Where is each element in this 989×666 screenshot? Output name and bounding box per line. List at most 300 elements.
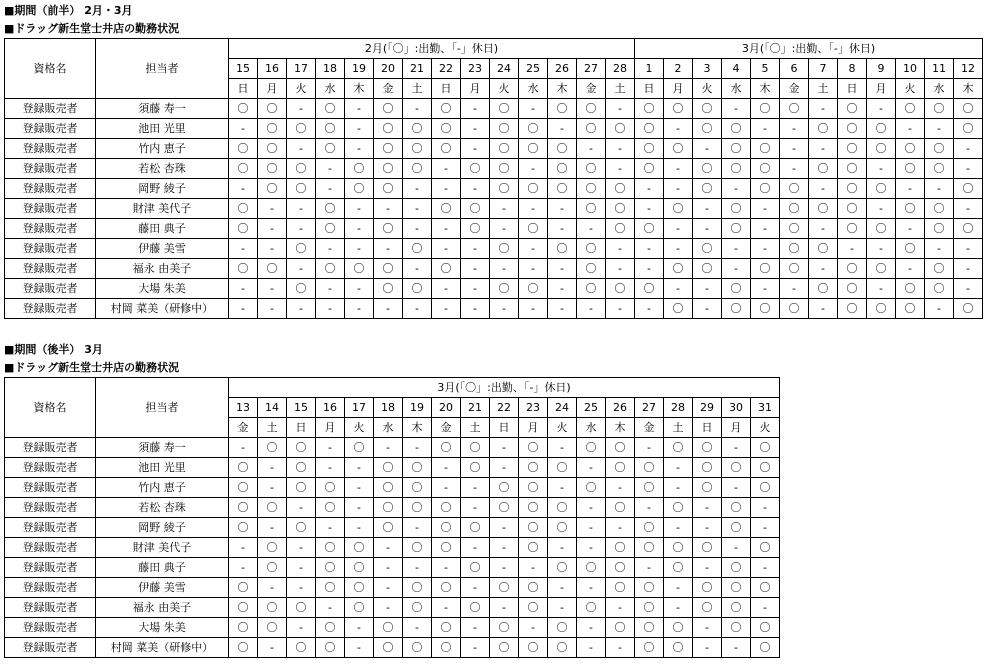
weekday: 金 xyxy=(780,79,809,99)
attendance-cell: - xyxy=(374,598,403,618)
attendance-cell: 〇 xyxy=(664,618,693,638)
schedule-table-first-half xyxy=(4,38,983,319)
staff-name-cell: 藤田 典子 xyxy=(96,558,229,578)
attendance-cell: 〇 xyxy=(693,478,722,498)
weekday: 日 xyxy=(693,418,722,438)
attendance-cell: 〇 xyxy=(896,139,925,159)
attendance-cell: 〇 xyxy=(548,498,577,518)
staff-name-cell: 池田 光里 xyxy=(96,458,229,478)
attendance-cell: 〇 xyxy=(780,199,809,219)
attendance-cell: 〇 xyxy=(229,159,258,179)
attendance-cell: 〇 xyxy=(606,498,635,518)
staff-name-cell: 竹内 恵子 xyxy=(96,139,229,159)
attendance-cell: 〇 xyxy=(606,618,635,638)
attendance-cell: - xyxy=(693,279,722,299)
weekday: 土 xyxy=(606,79,635,99)
attendance-cell: - xyxy=(403,99,432,119)
attendance-cell: 〇 xyxy=(403,478,432,498)
attendance-cell: - xyxy=(490,199,519,219)
attendance-cell: 〇 xyxy=(461,438,490,458)
attendance-cell: 〇 xyxy=(809,159,838,179)
staff-name-cell: 若松 杏珠 xyxy=(96,498,229,518)
attendance-cell: 〇 xyxy=(867,259,896,279)
weekday: 土 xyxy=(403,79,432,99)
qualification-cell: 登録販売者 xyxy=(5,219,96,239)
attendance-cell: - xyxy=(461,139,490,159)
weekday: 火 xyxy=(751,418,780,438)
attendance-cell: 〇 xyxy=(432,518,461,538)
attendance-cell: - xyxy=(258,518,287,538)
attendance-cell: - xyxy=(693,139,722,159)
day-number: 20 xyxy=(432,398,461,418)
period-label-first-half: ■期間（前半） 2月・3月 xyxy=(4,4,133,17)
attendance-cell: - xyxy=(954,259,983,279)
weekday: 月 xyxy=(664,79,693,99)
day-number: 28 xyxy=(606,59,635,79)
day-number: 23 xyxy=(461,59,490,79)
attendance-cell: - xyxy=(577,638,606,658)
attendance-cell: - xyxy=(896,219,925,239)
attendance-cell: 〇 xyxy=(490,179,519,199)
day-number: 10 xyxy=(896,59,925,79)
weekday: 火 xyxy=(345,418,374,438)
attendance-cell: 〇 xyxy=(780,219,809,239)
attendance-cell: 〇 xyxy=(722,279,751,299)
attendance-cell: 〇 xyxy=(722,558,751,578)
attendance-cell: 〇 xyxy=(693,458,722,478)
attendance-cell: 〇 xyxy=(548,99,577,119)
staff-name-cell: 福永 由美子 xyxy=(96,259,229,279)
qualification-cell: 登録販売者 xyxy=(5,159,96,179)
attendance-cell: 〇 xyxy=(896,99,925,119)
attendance-cell: 〇 xyxy=(548,239,577,259)
attendance-cell: - xyxy=(519,199,548,219)
qualification-cell: 登録販売者 xyxy=(5,478,96,498)
attendance-cell: - xyxy=(606,239,635,259)
attendance-cell: - xyxy=(867,199,896,219)
attendance-cell: 〇 xyxy=(606,558,635,578)
attendance-cell: 〇 xyxy=(606,538,635,558)
attendance-cell: - xyxy=(577,219,606,239)
staff-row xyxy=(5,99,983,119)
attendance-cell: - xyxy=(751,558,780,578)
attendance-cell: 〇 xyxy=(403,578,432,598)
staff-name-cell: 伊藤 美雪 xyxy=(96,578,229,598)
attendance-cell: - xyxy=(867,239,896,259)
attendance-cell: 〇 xyxy=(258,99,287,119)
attendance-cell: 〇 xyxy=(490,618,519,638)
attendance-cell: - xyxy=(490,558,519,578)
attendance-cell: 〇 xyxy=(432,99,461,119)
attendance-cell: 〇 xyxy=(374,518,403,538)
attendance-cell: 〇 xyxy=(577,179,606,199)
attendance-cell: 〇 xyxy=(548,458,577,478)
weekday: 水 xyxy=(374,418,403,438)
day-number: 7 xyxy=(809,59,838,79)
attendance-cell: 〇 xyxy=(374,139,403,159)
attendance-cell: 〇 xyxy=(229,259,258,279)
attendance-cell: 〇 xyxy=(432,538,461,558)
attendance-cell: 〇 xyxy=(403,119,432,139)
attendance-cell: 〇 xyxy=(838,119,867,139)
attendance-cell: - xyxy=(345,239,374,259)
attendance-cell: - xyxy=(258,199,287,219)
attendance-cell: 〇 xyxy=(258,618,287,638)
attendance-cell: 〇 xyxy=(896,239,925,259)
attendance-cell: - xyxy=(461,279,490,299)
attendance-cell: 〇 xyxy=(432,139,461,159)
attendance-cell: - xyxy=(316,598,345,618)
weekday: 土 xyxy=(664,418,693,438)
staff-name-cell: 大場 朱美 xyxy=(96,279,229,299)
attendance-cell: - xyxy=(345,638,374,658)
attendance-cell: - xyxy=(925,239,954,259)
attendance-cell: 〇 xyxy=(606,438,635,458)
attendance-cell: 〇 xyxy=(635,99,664,119)
attendance-cell: - xyxy=(229,119,258,139)
attendance-cell: - xyxy=(316,518,345,538)
attendance-cell: - xyxy=(258,219,287,239)
day-number: 25 xyxy=(519,59,548,79)
attendance-cell: 〇 xyxy=(577,478,606,498)
attendance-cell: - xyxy=(258,279,287,299)
weekday: 火 xyxy=(548,418,577,438)
attendance-cell: 〇 xyxy=(722,598,751,618)
month-header-row xyxy=(5,39,983,59)
attendance-cell: 〇 xyxy=(809,279,838,299)
attendance-cell: 〇 xyxy=(432,259,461,279)
attendance-cell: 〇 xyxy=(519,179,548,199)
weekday: 日 xyxy=(432,79,461,99)
attendance-cell: - xyxy=(229,438,258,458)
month-header: 2月(「〇」:出勤、「-」休日) xyxy=(229,39,635,59)
attendance-cell: 〇 xyxy=(403,498,432,518)
attendance-cell: - xyxy=(461,179,490,199)
attendance-cell: 〇 xyxy=(664,259,693,279)
attendance-cell: - xyxy=(403,259,432,279)
month-header: 3月(「〇」:出勤、「-」休日) xyxy=(635,39,983,59)
qualification-cell: 登録販売者 xyxy=(5,538,96,558)
weekday: 月 xyxy=(461,79,490,99)
staff-row xyxy=(5,438,780,458)
day-number: 31 xyxy=(751,398,780,418)
attendance-cell: 〇 xyxy=(229,598,258,618)
store-title-second-half: ■ドラッグ新生堂士井店の勤務状況 xyxy=(4,361,180,374)
qualification-cell: 登録販売者 xyxy=(5,99,96,119)
attendance-cell: 〇 xyxy=(780,259,809,279)
qualification-cell: 登録販売者 xyxy=(5,239,96,259)
attendance-cell: - xyxy=(635,438,664,458)
attendance-cell: 〇 xyxy=(548,139,577,159)
attendance-cell: - xyxy=(345,199,374,219)
staff-row xyxy=(5,478,780,498)
attendance-cell: - xyxy=(577,139,606,159)
attendance-cell: - xyxy=(490,299,519,319)
attendance-cell: 〇 xyxy=(635,478,664,498)
attendance-cell: 〇 xyxy=(606,119,635,139)
attendance-cell: - xyxy=(345,518,374,538)
attendance-cell: - xyxy=(345,99,374,119)
attendance-cell: 〇 xyxy=(374,159,403,179)
attendance-cell: - xyxy=(345,119,374,139)
attendance-cell: 〇 xyxy=(635,159,664,179)
attendance-cell: 〇 xyxy=(751,438,780,458)
attendance-cell: - xyxy=(635,299,664,319)
attendance-cell: 〇 xyxy=(780,299,809,319)
attendance-cell: - xyxy=(548,119,577,139)
attendance-cell: 〇 xyxy=(548,638,577,658)
staff-row xyxy=(5,538,780,558)
attendance-cell: 〇 xyxy=(374,279,403,299)
attendance-cell: - xyxy=(664,219,693,239)
attendance-cell: 〇 xyxy=(606,179,635,199)
attendance-cell: 〇 xyxy=(606,458,635,478)
qualification-cell: 登録販売者 xyxy=(5,299,96,319)
attendance-cell: - xyxy=(374,239,403,259)
attendance-cell: - xyxy=(316,438,345,458)
attendance-cell: - xyxy=(722,638,751,658)
weekday: 水 xyxy=(925,79,954,99)
attendance-cell: - xyxy=(316,239,345,259)
attendance-cell: 〇 xyxy=(693,99,722,119)
weekday: 金 xyxy=(577,79,606,99)
day-number: 3 xyxy=(693,59,722,79)
attendance-cell: - xyxy=(896,119,925,139)
weekday: 水 xyxy=(722,79,751,99)
attendance-cell: 〇 xyxy=(432,618,461,638)
weekday: 土 xyxy=(461,418,490,438)
attendance-cell: - xyxy=(577,538,606,558)
attendance-cell: 〇 xyxy=(316,478,345,498)
attendance-cell: - xyxy=(635,239,664,259)
attendance-cell: 〇 xyxy=(838,299,867,319)
attendance-cell: 〇 xyxy=(809,199,838,219)
attendance-cell: 〇 xyxy=(519,119,548,139)
attendance-cell: - xyxy=(403,618,432,638)
day-number: 14 xyxy=(258,398,287,418)
attendance-cell: - xyxy=(287,199,316,219)
attendance-cell: 〇 xyxy=(519,458,548,478)
attendance-cell: 〇 xyxy=(490,99,519,119)
attendance-cell: 〇 xyxy=(722,299,751,319)
day-number: 19 xyxy=(403,398,432,418)
attendance-cell: - xyxy=(519,239,548,259)
attendance-cell: - xyxy=(751,239,780,259)
attendance-cell: 〇 xyxy=(316,618,345,638)
weekday: 月 xyxy=(867,79,896,99)
attendance-cell: 〇 xyxy=(374,99,403,119)
attendance-cell: 〇 xyxy=(229,618,258,638)
day-number: 29 xyxy=(693,398,722,418)
attendance-cell: - xyxy=(751,598,780,618)
day-number: 26 xyxy=(606,398,635,418)
attendance-cell: 〇 xyxy=(519,279,548,299)
attendance-cell: 〇 xyxy=(606,578,635,598)
attendance-cell: 〇 xyxy=(722,578,751,598)
attendance-cell: 〇 xyxy=(316,139,345,159)
staff-name-cell: 須藤 寿一 xyxy=(96,438,229,458)
attendance-cell: 〇 xyxy=(722,458,751,478)
attendance-cell: 〇 xyxy=(693,438,722,458)
attendance-cell: - xyxy=(258,638,287,658)
attendance-cell: 〇 xyxy=(287,119,316,139)
attendance-cell: 〇 xyxy=(751,578,780,598)
attendance-cell: 〇 xyxy=(751,259,780,279)
day-number: 27 xyxy=(635,398,664,418)
attendance-cell: - xyxy=(287,538,316,558)
attendance-cell: 〇 xyxy=(722,119,751,139)
attendance-cell: 〇 xyxy=(664,199,693,219)
attendance-cell: 〇 xyxy=(635,538,664,558)
attendance-cell: - xyxy=(432,299,461,319)
attendance-cell: 〇 xyxy=(258,259,287,279)
attendance-cell: - xyxy=(519,159,548,179)
attendance-cell: - xyxy=(896,179,925,199)
attendance-cell: 〇 xyxy=(867,219,896,239)
attendance-cell: - xyxy=(490,598,519,618)
staff-name-cell: 伊藤 美雪 xyxy=(96,239,229,259)
attendance-cell: - xyxy=(548,279,577,299)
month-header: 3月(「〇」:出勤、「-」休日) xyxy=(229,378,780,398)
weekday: 火 xyxy=(287,79,316,99)
attendance-cell: 〇 xyxy=(780,179,809,199)
attendance-cell: - xyxy=(287,219,316,239)
attendance-cell: 〇 xyxy=(838,219,867,239)
attendance-cell: - xyxy=(693,199,722,219)
weekday: 金 xyxy=(229,418,258,438)
attendance-cell: 〇 xyxy=(490,159,519,179)
attendance-cell: - xyxy=(287,99,316,119)
attendance-cell: 〇 xyxy=(403,538,432,558)
attendance-cell: - xyxy=(461,498,490,518)
attendance-cell: - xyxy=(693,498,722,518)
attendance-cell: - xyxy=(229,279,258,299)
qualification-cell: 登録販売者 xyxy=(5,438,96,458)
weekday: 木 xyxy=(606,418,635,438)
attendance-cell: - xyxy=(693,638,722,658)
attendance-cell: 〇 xyxy=(664,99,693,119)
attendance-cell: - xyxy=(606,159,635,179)
day-number: 2 xyxy=(664,59,693,79)
attendance-cell: - xyxy=(345,618,374,638)
attendance-cell: - xyxy=(461,259,490,279)
weekday: 日 xyxy=(287,418,316,438)
attendance-cell: - xyxy=(258,299,287,319)
day-number: 12 xyxy=(954,59,983,79)
attendance-cell: 〇 xyxy=(229,199,258,219)
attendance-cell: - xyxy=(548,578,577,598)
staff-name-cell: 須藤 寿一 xyxy=(96,99,229,119)
attendance-cell: 〇 xyxy=(693,119,722,139)
day-number: 22 xyxy=(432,59,461,79)
attendance-cell: - xyxy=(606,259,635,279)
qualification-cell: 登録販売者 xyxy=(5,139,96,159)
attendance-cell: 〇 xyxy=(635,119,664,139)
attendance-cell: - xyxy=(838,239,867,259)
attendance-cell: - xyxy=(664,478,693,498)
attendance-cell: 〇 xyxy=(867,139,896,159)
attendance-cell: - xyxy=(925,179,954,199)
attendance-cell: 〇 xyxy=(490,279,519,299)
attendance-cell: - xyxy=(258,239,287,259)
day-number: 13 xyxy=(229,398,258,418)
staff-name-cell: 財津 美代子 xyxy=(96,199,229,219)
qualification-cell: 登録販売者 xyxy=(5,618,96,638)
staff-row xyxy=(5,518,780,538)
attendance-cell: - xyxy=(780,279,809,299)
attendance-cell: - xyxy=(780,159,809,179)
day-number: 1 xyxy=(635,59,664,79)
attendance-cell: - xyxy=(954,139,983,159)
attendance-cell: - xyxy=(490,219,519,239)
attendance-cell: 〇 xyxy=(693,578,722,598)
attendance-cell: 〇 xyxy=(316,219,345,239)
day-number: 9 xyxy=(867,59,896,79)
attendance-cell: 〇 xyxy=(954,219,983,239)
attendance-cell: - xyxy=(635,558,664,578)
attendance-cell: - xyxy=(345,139,374,159)
attendance-cell: - xyxy=(432,239,461,259)
attendance-cell: - xyxy=(287,578,316,598)
attendance-cell: - xyxy=(606,99,635,119)
attendance-cell: 〇 xyxy=(287,179,316,199)
day-number: 21 xyxy=(403,59,432,79)
staff-name-cell: 藤田 典子 xyxy=(96,219,229,239)
attendance-cell: - xyxy=(664,578,693,598)
attendance-cell: - xyxy=(722,438,751,458)
attendance-cell: - xyxy=(809,219,838,239)
attendance-cell: - xyxy=(519,558,548,578)
attendance-cell: - xyxy=(374,299,403,319)
attendance-cell: - xyxy=(461,99,490,119)
attendance-cell: 〇 xyxy=(287,159,316,179)
attendance-cell: 〇 xyxy=(490,239,519,259)
attendance-cell: 〇 xyxy=(403,239,432,259)
day-number: 15 xyxy=(229,59,258,79)
attendance-cell: - xyxy=(751,119,780,139)
attendance-cell: 〇 xyxy=(548,618,577,638)
attendance-cell: 〇 xyxy=(635,518,664,538)
attendance-cell: - xyxy=(490,518,519,538)
attendance-cell: 〇 xyxy=(519,538,548,558)
month-header-row xyxy=(5,378,780,398)
qualification-header: 資格名 xyxy=(5,39,96,99)
attendance-cell: 〇 xyxy=(461,458,490,478)
attendance-cell: 〇 xyxy=(635,458,664,478)
attendance-cell: 〇 xyxy=(490,638,519,658)
attendance-cell: 〇 xyxy=(722,518,751,538)
attendance-cell: 〇 xyxy=(838,159,867,179)
attendance-cell: - xyxy=(664,279,693,299)
attendance-cell: - xyxy=(403,299,432,319)
attendance-cell: 〇 xyxy=(229,219,258,239)
attendance-cell: 〇 xyxy=(896,279,925,299)
day-number: 22 xyxy=(490,398,519,418)
attendance-cell: 〇 xyxy=(287,638,316,658)
attendance-cell: 〇 xyxy=(316,99,345,119)
attendance-cell: 〇 xyxy=(432,199,461,219)
attendance-cell: - xyxy=(403,438,432,458)
staff-name-cell: 池田 光里 xyxy=(96,119,229,139)
attendance-cell: - xyxy=(519,99,548,119)
attendance-cell: - xyxy=(287,299,316,319)
attendance-cell: - xyxy=(345,458,374,478)
attendance-cell: 〇 xyxy=(664,558,693,578)
attendance-cell: 〇 xyxy=(577,199,606,219)
attendance-cell: - xyxy=(751,279,780,299)
attendance-cell: 〇 xyxy=(751,299,780,319)
attendance-cell: 〇 xyxy=(316,498,345,518)
